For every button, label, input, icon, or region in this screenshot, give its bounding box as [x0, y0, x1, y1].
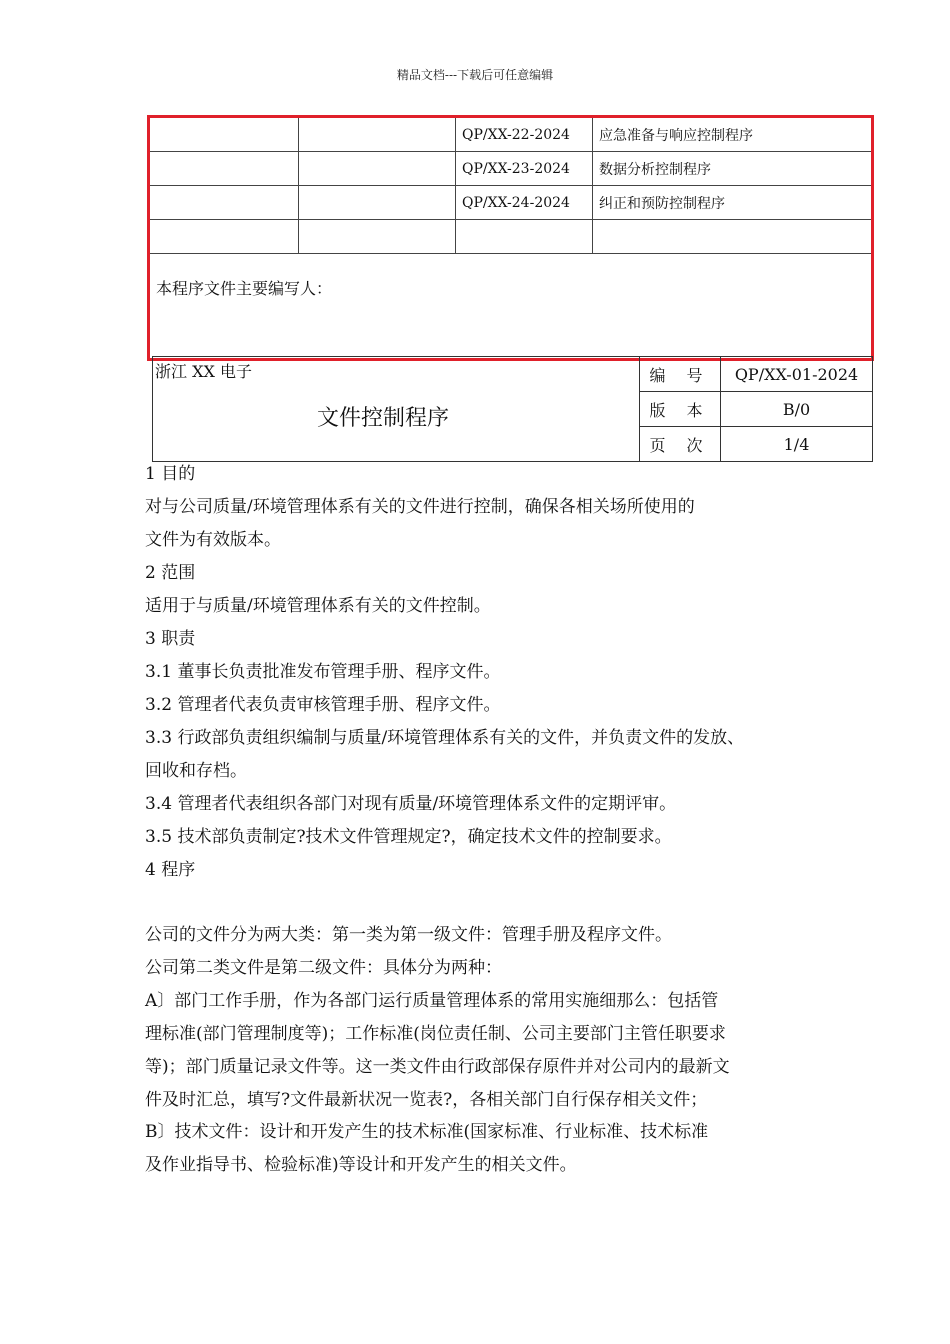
number-value: QP/XX-01-2024 [721, 357, 873, 392]
document-name: 应急准备与响应控制程序 [593, 117, 873, 152]
document-list-table [147, 115, 874, 361]
table-row [149, 186, 873, 220]
paragraph-line: 回收和存档。 [145, 761, 247, 781]
table-row [149, 254, 873, 360]
table-row [149, 220, 873, 254]
table-cell [149, 186, 299, 220]
table-cell [299, 117, 456, 152]
version-value: B/0 [721, 392, 873, 427]
document-code: QP/XX-22-2024 [456, 117, 593, 152]
document-code: QP/XX-24-2024 [456, 186, 593, 220]
table-row [149, 117, 873, 152]
company-name: 浙江 XX 电子 [155, 362, 252, 381]
table-row [149, 152, 873, 186]
section-heading: 3 职责 [145, 629, 196, 649]
paragraph-line: 公司第二类文件是第二级文件：具体分为两种： [145, 958, 502, 978]
page-value: 1/4 [721, 427, 873, 462]
paragraph-line: 3.3 行政部负责组织编制与质量/环境管理体系有关的文件，并负责文件的发放、 [145, 728, 745, 748]
paragraph-line: 等)；部门质量记录文件等。这一类文件由行政部保存原件并对公司内的最新文 [145, 1057, 730, 1077]
paragraph-line: 及作业指导书、检验标准)等设计和开发产生的相关文件。 [145, 1155, 577, 1175]
table-cell [149, 220, 299, 254]
table-row [153, 357, 873, 392]
section-heading: 1 目的 [145, 464, 196, 484]
table-cell [299, 220, 456, 254]
table-cell [299, 186, 456, 220]
section-heading: 4 程序 [145, 860, 196, 880]
paragraph-line: 3.5 技术部负责制定?技术文件管理规定?，确定技术文件的控制要求。 [145, 827, 672, 847]
document-title: 文件控制程序 [316, 406, 449, 431]
paragraph-line: 公司的文件分为两大类：第一类为第一级文件：管理手册及程序文件。 [145, 925, 672, 945]
paragraph-line: 件及时汇总，填写?文件最新状况一览表?，各相关部门自行保存相关文件； [145, 1090, 708, 1110]
paragraph-line: 对与公司质量/环境管理体系有关的文件进行控制，确保各相关场所使用的 [145, 497, 695, 517]
paragraph-line: 文件为有效版本。 [145, 530, 281, 550]
table-cell [299, 152, 456, 186]
document-header-table [152, 356, 873, 462]
paragraph-line: 理标准(部门管理制度等)；工作标准(岗位责任制、公司主要部门主管任职要求 [145, 1024, 726, 1044]
page-header-note: 精品文档---下载后可任意编辑 [396, 68, 554, 82]
page-label: 页 次 [640, 427, 721, 462]
document-name: 数据分析控制程序 [593, 152, 873, 186]
paragraph-line: 3.1 董事长负责批准发布管理手册、程序文件。 [145, 662, 501, 682]
section-heading: 2 范围 [145, 563, 196, 583]
table-cell [149, 152, 299, 186]
number-label: 编 号 [640, 357, 721, 392]
document-code: QP/XX-23-2024 [456, 152, 593, 186]
paragraph-line: 3.2 管理者代表负责审核管理手册、程序文件。 [145, 695, 501, 715]
paragraph-line: A〕部门工作手册，作为各部门运行质量管理体系的常用实施细那么：包括管 [145, 991, 719, 1011]
document-name [593, 220, 873, 254]
document-code [456, 220, 593, 254]
version-label: 版 本 [640, 392, 721, 427]
paragraph-line: 适用于与质量/环境管理体系有关的文件控制。 [145, 596, 491, 616]
paragraph-line: 3.4 管理者代表组织各部门对现有质量/环境管理体系文件的定期评审。 [145, 794, 677, 814]
paragraph-line: B〕技术文件：设计和开发产生的技术标准(国家标准、行业标准、技术标准 [145, 1122, 709, 1142]
author-note: 本程序文件主要编写人： [149, 254, 873, 360]
table-cell [149, 117, 299, 152]
document-name: 纠正和预防控制程序 [593, 186, 873, 220]
title-cell [153, 357, 640, 462]
